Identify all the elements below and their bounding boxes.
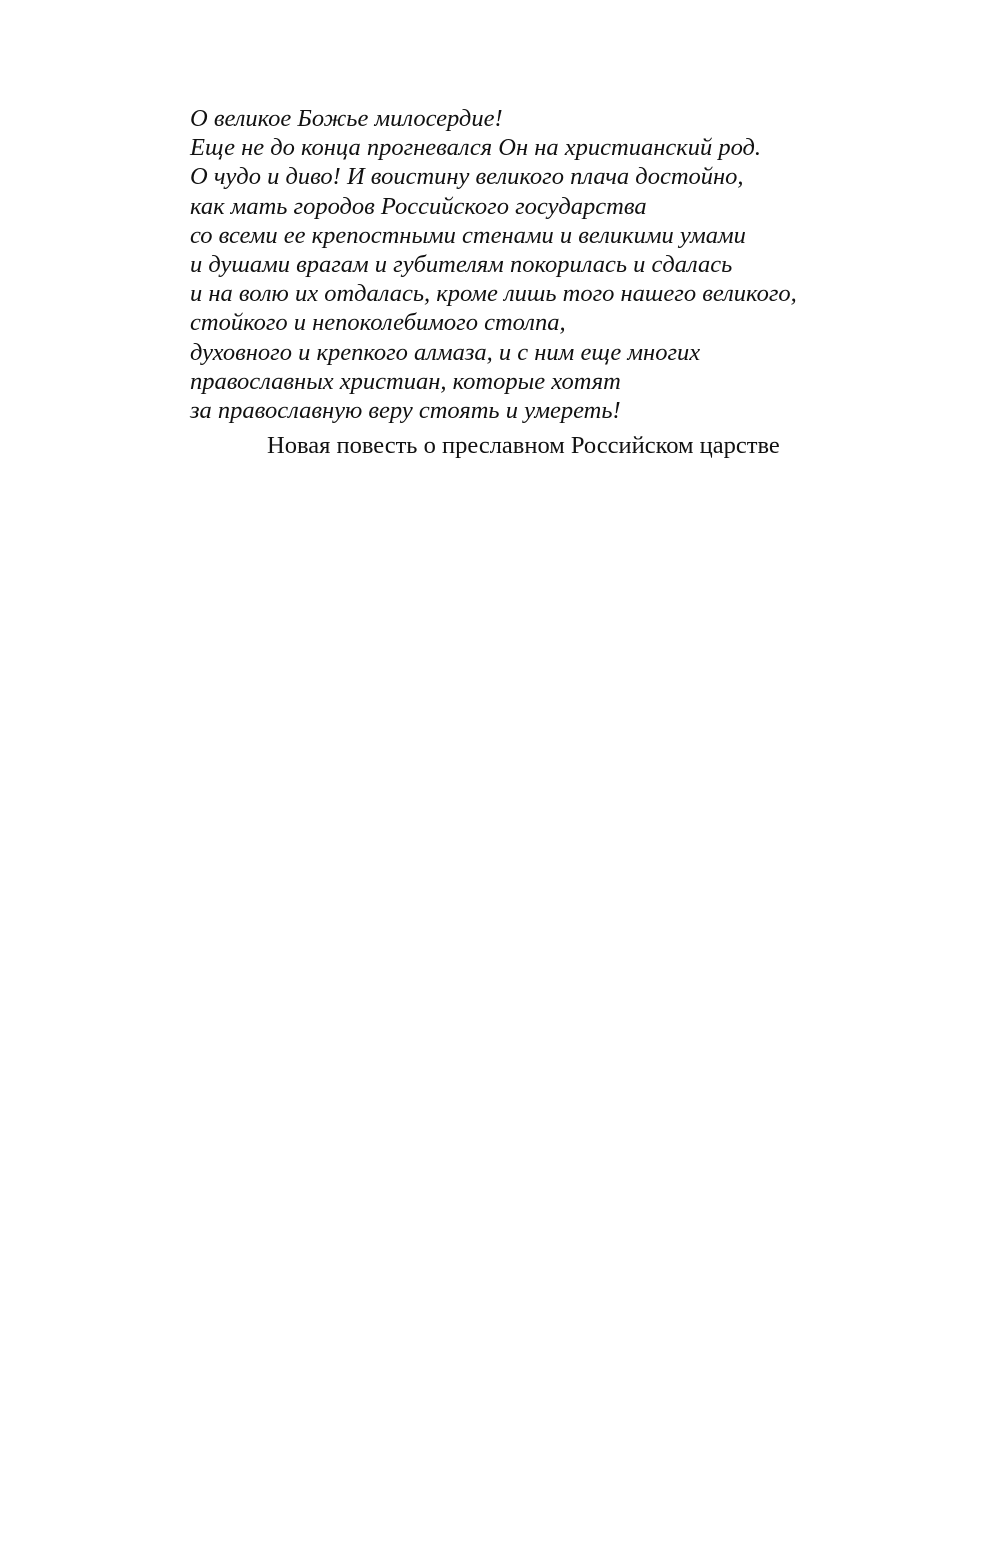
verse-line-7: и на волю их отдалась, кроме лишь того нашего великого, — [190, 280, 797, 308]
verse-line-5: со всеми ее крепостными стенами и великими умами — [190, 221, 746, 249]
epigraph — [190, 104, 910, 461]
epigraph-attribution: Новая повесть о преславном Российском царстве — [267, 432, 780, 460]
verse-line-1: О великое Божье милосердие! — [190, 105, 503, 132]
verse-line-8: стойкого и непоколебимого столпа, — [190, 309, 566, 337]
epigraph-verse — [190, 104, 910, 425]
verse-line-11: за православную веру стоять и умереть! — [190, 397, 621, 425]
verse-line-3: О чудо и диво! И воистину великого плача достойно, — [190, 163, 744, 191]
verse-line-2: Еще не до конца прогневался Он на христианский род. — [190, 134, 762, 162]
verse-line-6: и душами врагам и губителям покорилась и сдалась — [190, 251, 733, 279]
verse-line-9: духовного и крепкого алмаза, и с ним еще многих — [190, 338, 701, 366]
verse-line-4: как мать городов Российского государства — [190, 192, 647, 220]
verse-line-10: православных христиан, которые хотят — [190, 367, 621, 395]
